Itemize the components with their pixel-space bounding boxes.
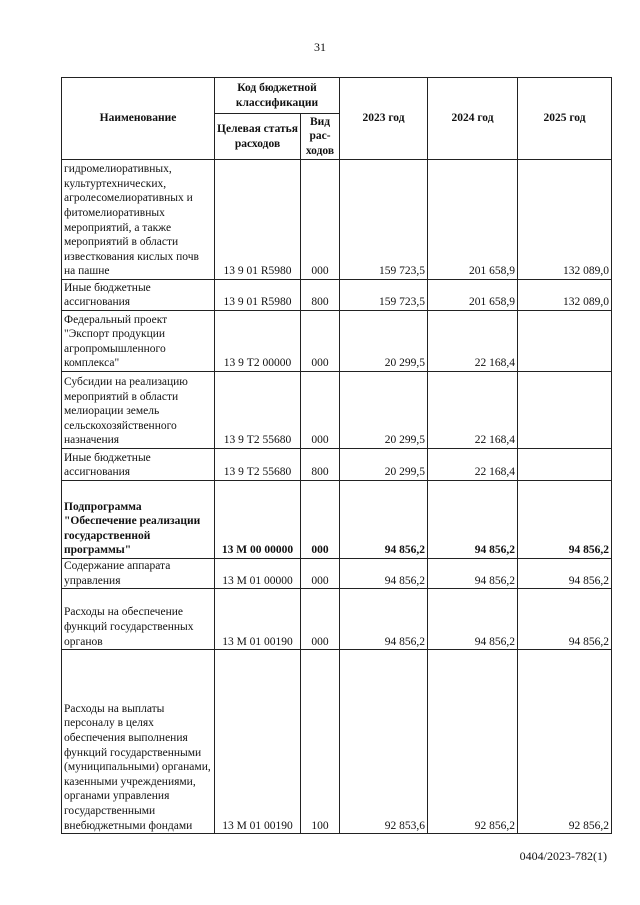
row-value-2025: 132 089,0 — [518, 160, 612, 280]
row-code: 13 9 Т2 55680 — [215, 449, 301, 481]
table-row — [62, 160, 612, 280]
row-type: 000 — [301, 559, 340, 589]
table-row — [62, 311, 612, 372]
row-name: Субсидии на реализацию мероприятий в области мелиорации земель сельскохозяйственного назначения — [62, 372, 215, 449]
row-value-2023: 20 299,5 — [340, 311, 428, 372]
row-value-2023: 94 856,2 — [340, 481, 428, 559]
row-code: 13 9 Т2 00000 — [215, 311, 301, 372]
table-row — [62, 481, 612, 559]
row-type: 000 — [301, 481, 340, 559]
row-value-2024: 94 856,2 — [428, 559, 518, 589]
row-value-2025: 94 856,2 — [518, 559, 612, 589]
row-type: 800 — [301, 449, 340, 481]
row-code: 13 9 01 R5980 — [215, 280, 301, 311]
table-row — [62, 280, 612, 311]
header-year-2025: 2025 год — [518, 78, 612, 160]
row-value-2024: 94 856,2 — [428, 481, 518, 559]
row-type: 000 — [301, 160, 340, 280]
row-value-2024: 22 168,4 — [428, 372, 518, 449]
row-name: гидромелиоративных, культуртехнических, агролесомелиоративных и фитомелиоративных мероприятий, а также мероприятий в области известкования кислых почв на пашне — [62, 160, 215, 280]
row-name: Иные бюджетные ассигнования — [62, 280, 215, 311]
header-code-type: Вид рас-ходов — [301, 114, 340, 160]
row-name: Расходы на выплаты персоналу в целях обеспечения выполнения функций государственными (муниципальными) органами, казенными учреждениями, органами управления государственными внебюджетными фондами — [62, 650, 215, 834]
header-code-target: Целевая статья расходов — [215, 114, 301, 160]
row-type: 000 — [301, 589, 340, 650]
row-code: 13 9 01 R5980 — [215, 160, 301, 280]
row-value-2025: 94 856,2 — [518, 481, 612, 559]
row-value-2023: 159 723,5 — [340, 160, 428, 280]
budget-table — [61, 77, 612, 834]
row-code: 13 М 01 00190 — [215, 589, 301, 650]
table-row — [62, 559, 612, 589]
row-value-2024: 201 658,9 — [428, 160, 518, 280]
row-value-2023: 20 299,5 — [340, 372, 428, 449]
row-name: Иные бюджетные ассигнования — [62, 449, 215, 481]
row-value-2025: 132 089,0 — [518, 280, 612, 311]
row-name: Содержание аппарата управления — [62, 559, 215, 589]
page-number: 31 — [314, 40, 326, 54]
row-value-2023: 20 299,5 — [340, 449, 428, 481]
row-name: Расходы на обеспечение функций государственных органов — [62, 589, 215, 650]
row-value-2025 — [518, 372, 612, 449]
row-value-2025: 94 856,2 — [518, 589, 612, 650]
row-value-2025 — [518, 449, 612, 481]
row-value-2024: 22 168,4 — [428, 449, 518, 481]
row-code: 13 9 Т2 55680 — [215, 372, 301, 449]
row-code: 13 М 01 00000 — [215, 559, 301, 589]
header-code-group: Код бюджетной классификации — [215, 78, 340, 114]
table-row — [62, 372, 612, 449]
row-value-2023: 94 856,2 — [340, 589, 428, 650]
row-name: Подпрограмма "Обеспечение реализации государственной программы" — [62, 481, 215, 559]
table-header — [62, 78, 612, 160]
row-value-2025: 92 856,2 — [518, 650, 612, 834]
row-value-2024: 94 856,2 — [428, 589, 518, 650]
row-value-2024: 22 168,4 — [428, 311, 518, 372]
header-year-2023: 2023 год — [340, 78, 428, 160]
header-name: Наименование — [62, 78, 215, 160]
row-name: Федеральный проект "Экспорт продукции агропромышленного комплекса" — [62, 311, 215, 372]
row-value-2024: 92 856,2 — [428, 650, 518, 834]
table-row — [62, 449, 612, 481]
row-value-2023: 94 856,2 — [340, 559, 428, 589]
row-value-2025 — [518, 311, 612, 372]
row-type: 100 — [301, 650, 340, 834]
header-year-2024: 2024 год — [428, 78, 518, 160]
row-type: 000 — [301, 372, 340, 449]
row-value-2023: 92 853,6 — [340, 650, 428, 834]
row-type: 000 — [301, 311, 340, 372]
document-code: 0404/2023-782(1) — [519, 849, 607, 863]
table-row — [62, 650, 612, 834]
row-value-2024: 201 658,9 — [428, 280, 518, 311]
row-value-2023: 159 723,5 — [340, 280, 428, 311]
table-row — [62, 589, 612, 650]
row-code: 13 М 01 00190 — [215, 650, 301, 834]
row-code: 13 М 00 00000 — [215, 481, 301, 559]
row-type: 800 — [301, 280, 340, 311]
